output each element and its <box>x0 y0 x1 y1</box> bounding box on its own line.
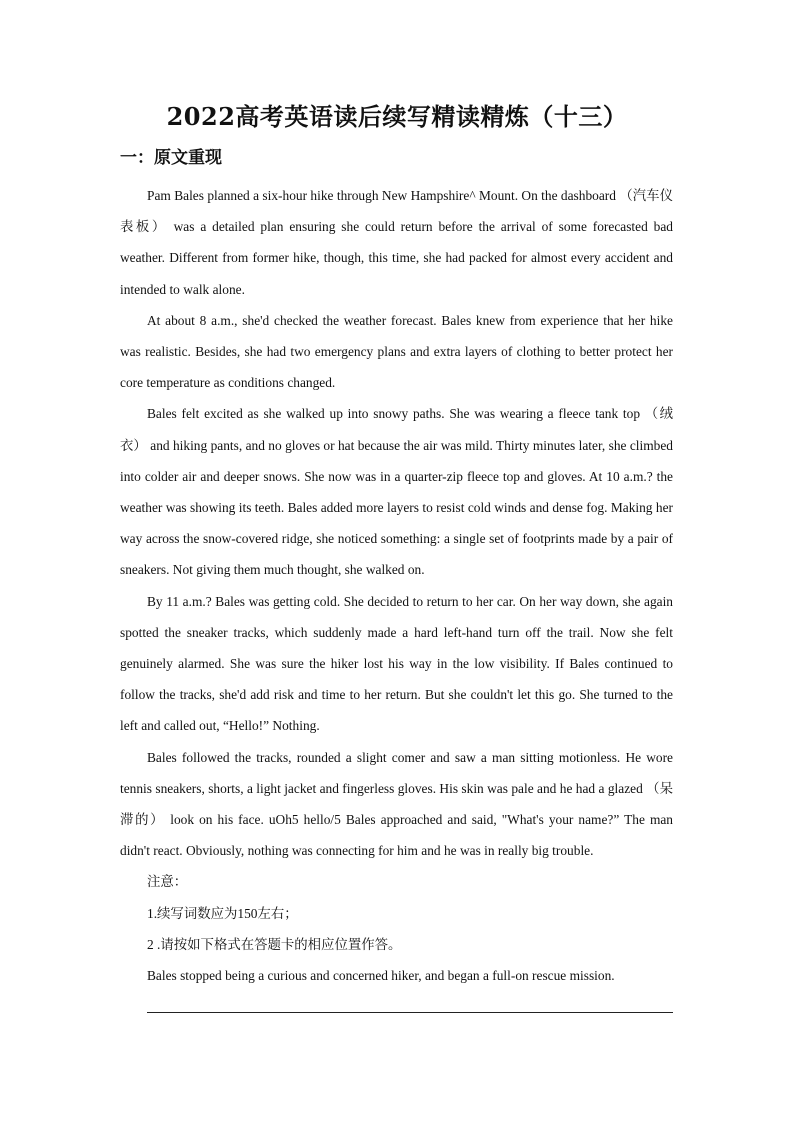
document-title: 2022高考英语读后续写精读精炼（十三） <box>166 102 628 131</box>
answer-line <box>147 1012 673 1013</box>
section-heading: 一：原文重现 <box>120 148 222 168</box>
paragraph-5: Bales followed the tracks, rounded a slight comer and saw a man sitting motionless. He wore tennis sneakers, shorts, a light jacket and fingerless gloves. His skin was pale and he had a glazed （呆滞的） look on his face. uOh5 hello/5 Bales approached and said, "What's your name?” The man didn't react. Obviously, nothing was connecting for him and he was in really big trouble. <box>120 749 673 859</box>
note-item-2: 2 .请按如下格式在答题卡的相应位置作答。 <box>147 936 402 952</box>
note-heading: 注意： <box>147 874 188 890</box>
paragraph-3: Bales felt excited as she walked up into snowy paths. She was wearing a fleece tank top （绒衣） and hiking pants, and no gloves or hat because the air was mild. Thirty minutes later, she climbed into colder air and deeper snows. She now was in a quarter-zip fleece top and gloves. At 10 a.m.? the weather was showing its teeth. Bales added more layers to resist cold winds and dense fog. Making her way across the snow-covered ridge, she noticed something: a single set of footprints made by a pair of sneakers. Not giving them much thought, she walked on. <box>120 406 673 578</box>
continuation-start-sentence: Bales stopped being a curious and concerned hiker, and began a full-on rescue mission. <box>147 968 615 984</box>
paragraph-2: At about 8 a.m., she'd checked the weather forecast. Bales knew from experience that her hike was realistic. Besides, she had two emergency plans and extra layers of clothing to better protect her core temperature as conditions changed. <box>120 312 673 391</box>
document-body <box>120 180 673 991</box>
paragraph-1: Pam Bales planned a six-hour hike through New Hampshire^ Mount. On the dashboard （汽车仪表板） was a detailed plan ensuring she could return before the arrival of some forecasted bad weather. Different from former hike, though, this time, she had packed for almost every accident and intended to walk alone. <box>120 188 673 297</box>
note-item-1: 1.续写词数应为150左右； <box>147 905 298 921</box>
paragraph-4: By 11 a.m.? Bales was getting cold. She decided to return to her car. On her way down, she again spotted the sneaker tracks, which suddenly made a hard left-hand turn off the trail. Now she felt genuinely alarmed. She was sure the hiker lost his way in the low visibility. If Bales continued to follow the tracks, she'd add risk and time to her return. But she couldn't let this go. She turned to the left and called out, “Hello!” Nothing. <box>120 593 673 734</box>
